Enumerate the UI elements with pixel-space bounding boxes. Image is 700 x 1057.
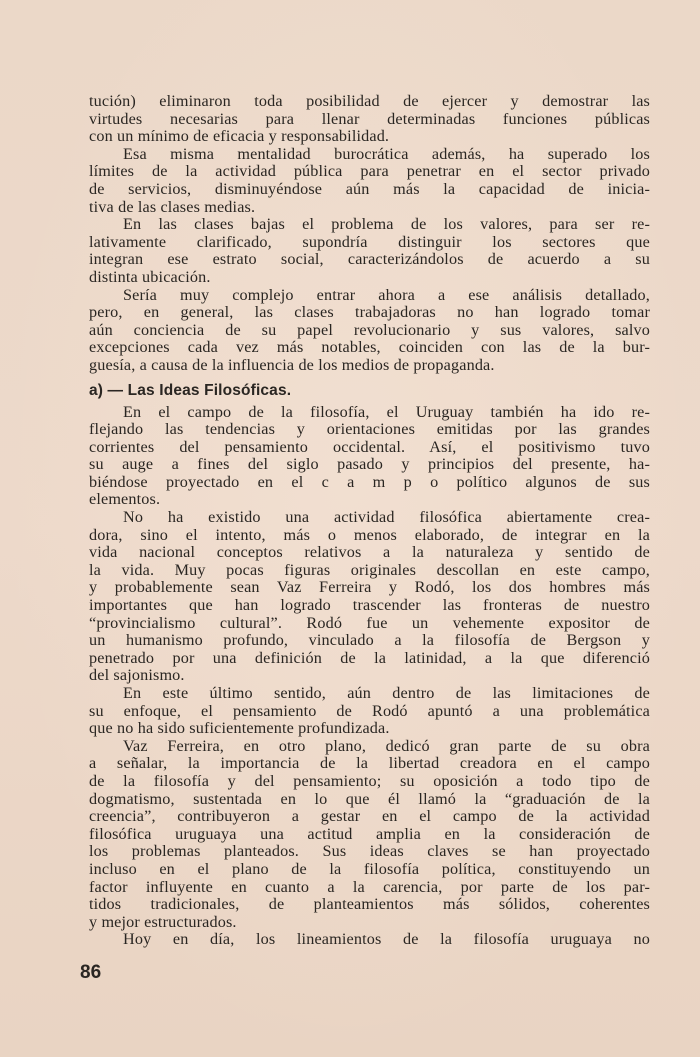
text-line: la vida. Muy pocas figuras originales descollan en este campo,	[89, 560, 650, 579]
text-line: guesía, a causa de la influencia de los medios de propaganda.	[89, 355, 495, 374]
text-line: dogmatismo, sustentada en lo que él llamó la “graduación de la	[89, 789, 650, 808]
body-text	[89, 93, 650, 949]
text-line: En el campo de la filosofía, el Uruguay también ha ido re-	[123, 402, 650, 421]
text-line: tiva de las clases medias.	[89, 197, 256, 216]
text-line: límites de la actividad pública para penetrar en el sector privado	[89, 162, 650, 181]
paragraph	[89, 738, 650, 932]
text-line: “provincialismo cultural”. Rodó fue un vehemente expositor de	[89, 613, 650, 632]
text-line: En las clases bajas el problema de los valores, para ser re-	[123, 215, 650, 234]
text-line: En este último sentido, aún dentro de las limitaciones de	[123, 684, 650, 702]
text-line: de servicios, disminuyéndose aún más la capacidad de inicia-	[89, 179, 650, 198]
text-line: vida nacional conceptos relativos a la naturaleza y sentido de	[89, 543, 650, 562]
text-line: a señalar, la importancia de la libertad creadora en el campo	[89, 754, 650, 773]
paragraph	[89, 931, 650, 949]
text-line: un humanismo profundo, vinculado a la filosofía de Bergson y	[89, 631, 650, 650]
section-heading: a) — Las Ideas Filosóficas.	[89, 381, 292, 399]
text-line: pero, en general, las clases trabajadoras no han logrado tomar	[89, 303, 650, 322]
text-line: y probablemente sean Vaz Ferreira y Rodó, los dos hombres más	[89, 578, 650, 597]
text-line: incluso en el plano de la filosofía política, constituyendo un	[89, 859, 650, 878]
text-line: virtudes necesarias para llenar determinadas funciones públicas	[89, 109, 650, 128]
text-line: filosófica uruguaya una actitud amplia en la consideración de	[89, 824, 650, 843]
text-line: penetrado por una definición de la latinidad, a la que diferenció	[89, 648, 650, 667]
text-line: Vaz Ferreira, en otro plano, dedicó gran parte de su obra	[123, 736, 650, 755]
text-line: Sería muy complejo entrar ahora a ese análisis detallado,	[123, 285, 650, 304]
text-line: su auge a fines del siglo pasado y principios del presente, ha-	[89, 455, 650, 474]
paragraph	[89, 404, 650, 510]
text-line: y mejor estructurados.	[89, 912, 237, 931]
page-number: 86	[80, 962, 102, 983]
text-line: aún conciencia de su papel revolucionario y sus valores, salvo	[89, 320, 650, 339]
text-line: excepciones cada vez más notables, coinciden con las de la bur-	[89, 338, 650, 357]
text-line: creencia”, contribuyeron a gestar en el campo de la actividad	[89, 807, 650, 826]
text-line: distinta ubicación.	[89, 267, 211, 286]
text-line: con un mínimo de eficacia y responsabilidad.	[89, 127, 390, 146]
text-line: del sajonismo.	[89, 666, 185, 685]
text-line: flejando las tendencias y orientaciones emitidas por las grandes	[89, 420, 650, 439]
text-line: de la filosofía y del pensamiento; su oposición a todo tipo de	[89, 771, 650, 790]
paragraph	[89, 509, 650, 685]
text-line: los problemas planteados. Sus ideas claves se han proyectado	[89, 842, 650, 861]
text-line: tución) eliminaron toda posibilidad de ejercer y demostrar las	[89, 92, 650, 110]
text-line: Esa misma mentalidad burocrática además, ha superado los	[123, 144, 650, 163]
text-line: que no ha sido suficientemente profundizada.	[89, 719, 390, 738]
text-line: Hoy en día, los lineamientos de la filosofía uruguaya no	[123, 930, 650, 949]
text-line: factor influyente en cuanto a la carencia, por parte de los par-	[89, 877, 650, 896]
paragraph	[89, 146, 650, 216]
text-line: lativamente clarificado, supondría distinguir los sectores que	[89, 232, 650, 251]
paragraph	[89, 685, 650, 738]
text-line: No ha existido una actividad filosófica abiertamente crea-	[123, 508, 650, 527]
text-line: dora, sino el intento, más o menos elaborado, de integrar en la	[89, 525, 650, 544]
text-line: su enfoque, el pensamiento de Rodó apuntó a una problemática	[89, 701, 650, 720]
paragraph	[89, 287, 650, 375]
text-line: tidos tradicionales, de planteamientos más sólidos, coherentes	[89, 895, 650, 914]
text-line: elementos.	[89, 490, 161, 509]
text-line: corrientes del pensamiento occidental. Así, el positivismo tuvo	[89, 437, 650, 456]
paragraph	[89, 216, 650, 286]
text-line: biéndose proyectado en el c a m p o político algunos de sus	[89, 472, 650, 491]
text-line: importantes que han logrado trascender las fronteras de nuestro	[89, 596, 650, 615]
text-line: integran ese estrato social, caracterizándolos de acuerdo a su	[89, 250, 650, 269]
paragraph	[89, 93, 650, 146]
